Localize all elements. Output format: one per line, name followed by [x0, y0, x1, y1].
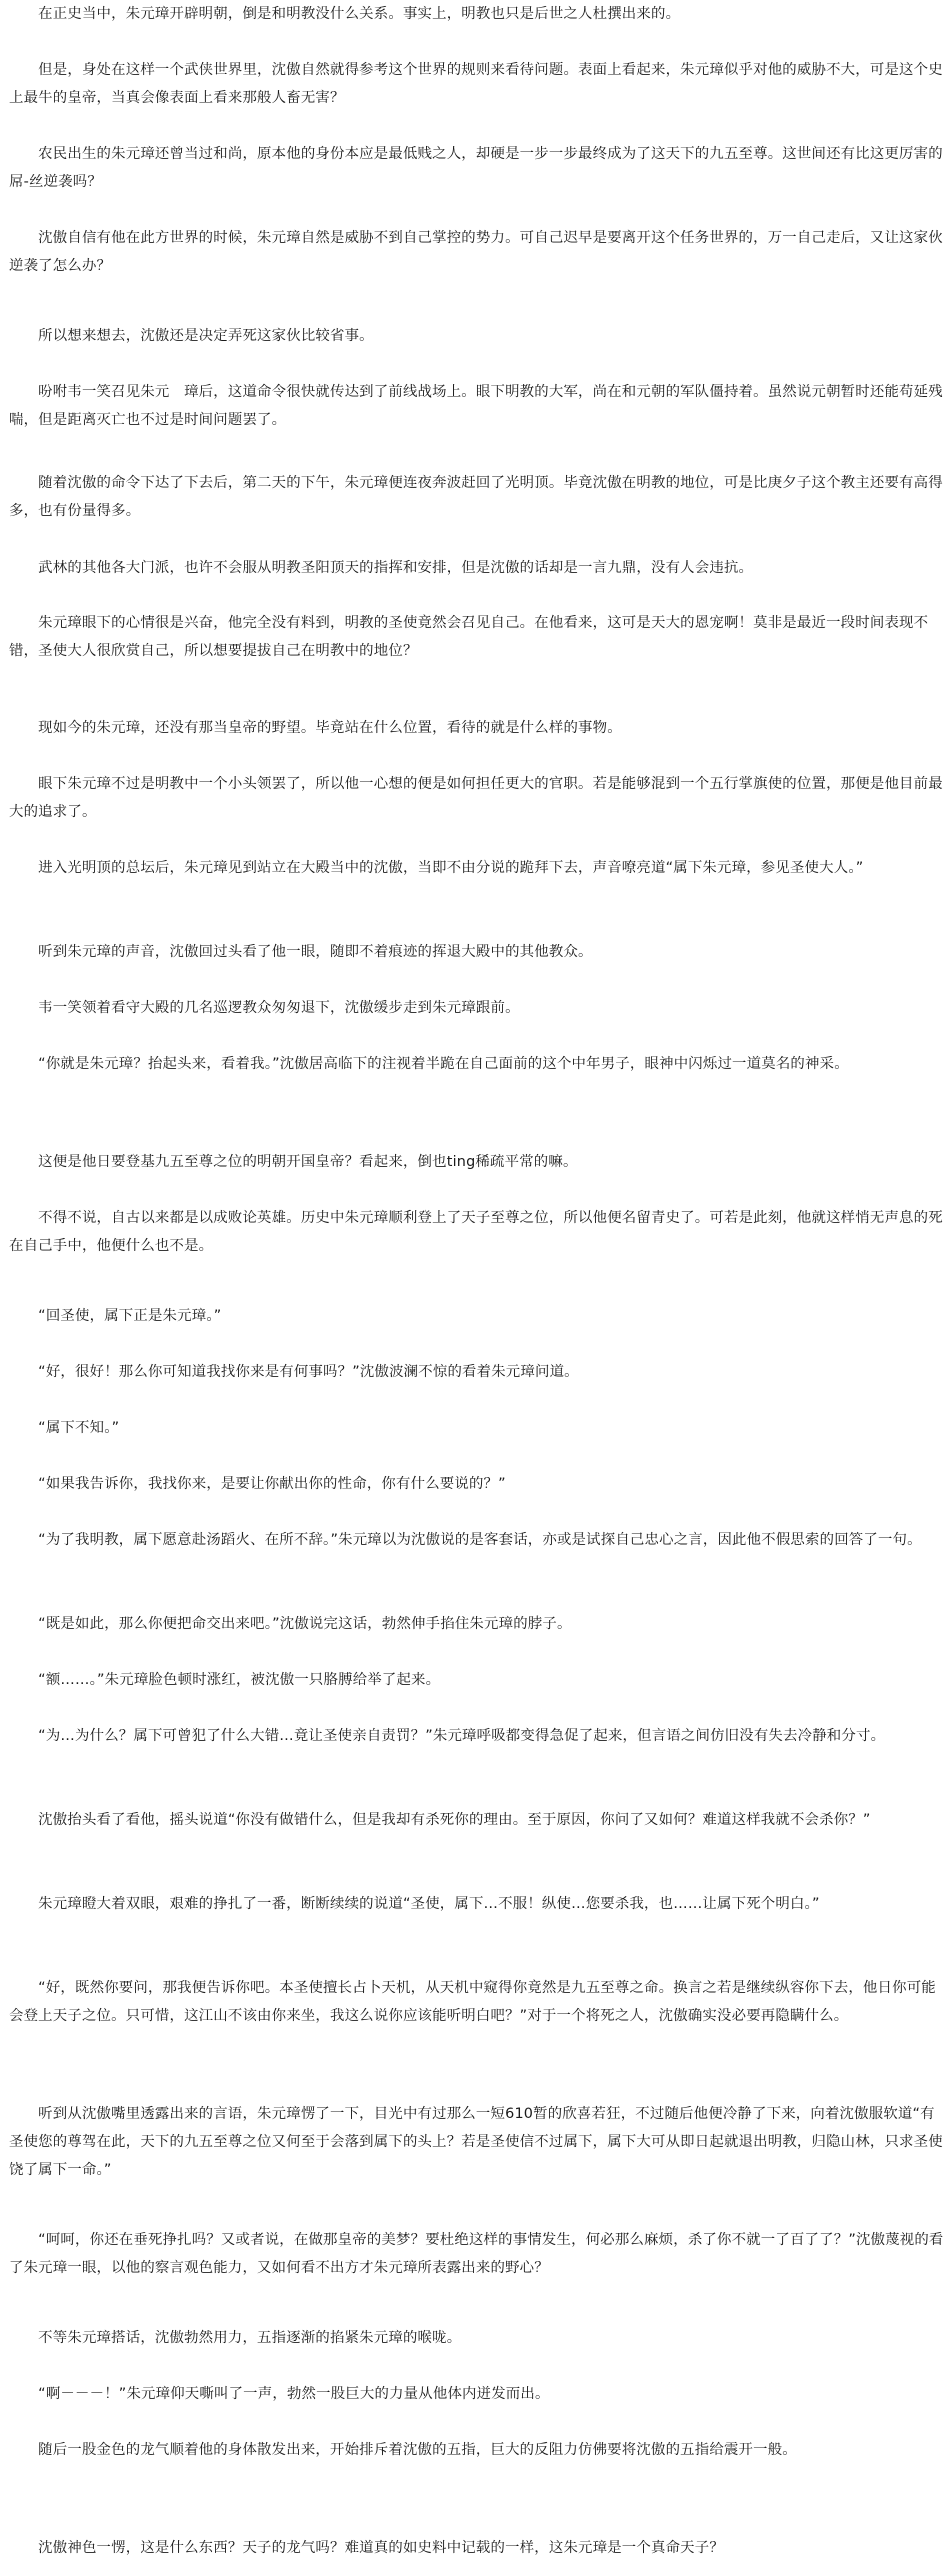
paragraph: 现如今的朱元璋，还没有那当皇帝的野望。毕竟站在什么位置，看待的就是什么样的事物。: [9, 720, 622, 736]
paragraph: 吩咐韦一笑召见朱元 璋后，这道命令很快就传达到了前线战场上。眼下明教的大军，尚在和元朝的军队僵持着。虽然说元朝暂时还能苟延残喘，但是距离灭亡也不过是时间问题罢了。: [9, 384, 943, 428]
paragraph: 听到从沈傲嘴里透露出来的言语，朱元璋愣了一下，目光中有过那么一短610暂的欣喜若狂，不过随后他便冷静了下来，向着沈傲服软道“有圣使您的尊驾在此，天下的九五至尊之位又何至于会落到属下的头上？若是圣使信不过属下，属下大可从即日起就退出明教，归隐山林，只求圣使饶了属下一命。”: [9, 2106, 943, 2178]
paragraph: 随着沈傲的命令下达了下去后，第二天的下午，朱元璋便连夜奔波赶回了光明顶。毕竟沈傲在明教的地位，可是比庚夕子这个教主还要有高得多，也有份量得多。: [9, 475, 943, 519]
paragraph: “为了我明教，属下愿意赴汤蹈火、在所不辞。”朱元璋以为沈傲说的是客套话，亦或是试探自己忠心之言，因此他不假思索的回答了一句。: [9, 1532, 922, 1548]
paragraph: “额……。”朱元璋脸色顿时涨红，被沈傲一只胳膊给举了起来。: [9, 1672, 441, 1688]
paragraph: 这便是他日要登基九五至尊之位的明朝开国皇帝？看起来，倒也ting稀疏平常的嘛。: [9, 1154, 578, 1170]
paragraph: 随后一股金色的龙气顺着他的身体散发出来，开始排斥着沈傲的五指，巨大的反阻力仿佛要将沈傲的五指给震开一般。: [9, 2442, 797, 2458]
paragraph: 沈傲自信有他在此方世界的时候，朱元璋自然是威胁不到自己掌控的势力。可自己迟早是要离开这个任务世界的，万一自己走后，又让这家伙逆袭了怎么办？: [9, 230, 943, 274]
paragraph: 农民出生的朱元璋还曾当过和尚，原本他的身份本应是最低贱之人，却硬是一步一步最终成为了这天下的九五至尊。这世间还有比这更厉害的屌-丝逆袭吗？: [9, 146, 943, 190]
paragraph: 沈傲神色一愣，这是什么东西？天子的龙气吗？难道真的如史料中记载的一样，这朱元璋是一个真命天子？: [9, 2540, 724, 2556]
paragraph: 但是，身处在这样一个武侠世界里，沈傲自然就得参考这个世界的规则来看待问题。表面上看起来，朱元璋似乎对他的威胁不大，可是这个史上最牛的皇帝，当真会像表面上看来那般人畜无害？: [9, 62, 943, 106]
paragraph: “啊－－－！”朱元璋仰天嘶叫了一声，勃然一股巨大的力量从他体内迸发而出。: [9, 2386, 550, 2402]
paragraph: 武林的其他各大门派，也许不会服从明教圣阳顶天的指挥和安排，但是沈傲的话却是一言九鼎，没有人会违抗。: [9, 560, 754, 576]
paragraph: “属下不知。”: [9, 1420, 120, 1436]
paragraph: 所以想来想去，沈傲还是决定弄死这家伙比较省事。: [9, 328, 374, 344]
paragraph: 朱元璋眼下的心情很是兴奋，他完全没有料到，明教的圣使竟然会召见自己。在他看来，这可是天大的恩宠啊！莫非是最近一段时间表现不错，圣使大人很欣赏自己，所以想要提拔自己在明教中的地位？: [9, 615, 929, 659]
paragraph: “呵呵，你还在垂死挣扎吗？又或者说，在做那皇帝的美梦？要杜绝这样的事情发生，何必那么麻烦，杀了你不就一了百了了？”沈傲蔑视的看了朱元璋一眼，以他的察言观色能力，又如何看不出方才朱元璋所表露出来的野心？: [9, 2232, 944, 2276]
paragraph: “如果我告诉你，我找你来，是要让你献出你的性命，你有什么要说的？”: [9, 1476, 506, 1492]
paragraph: 韦一笑领着看守大殿的几名巡逻教众匆匆退下，沈傲缓步走到朱元璋跟前。: [9, 1000, 520, 1016]
paragraph: 在正史当中，朱元璋开辟明朝，倒是和明教没什么关系。事实上，明教也只是后世之人杜撰出来的。: [9, 6, 681, 22]
paragraph: “好，很好！那么你可知道我找你来是有何事吗？”沈傲波澜不惊的看着朱元璋问道。: [9, 1364, 579, 1380]
paragraph: 眼下朱元璋不过是明教中一个小头领罢了，所以他一心想的便是如何担任更大的官职。若是能够混到一个五行掌旗使的位置，那便是他目前最大的追求了。: [9, 776, 943, 820]
paragraph: “为…为什么？属下可曾犯了什么大错…竟让圣使亲自责罚？”朱元璋呼吸都变得急促了起来，但言语之间仿旧没有失去冷静和分寸。: [9, 1728, 886, 1744]
paragraph: “好，既然你要问，那我便告诉你吧。本圣使擅长占卜天机，从天机中窥得你竟然是九五至尊之命。换言之若是继续纵容你下去，他日你可能会登上天子之位。只可惜，这江山不该由你来坐，我这么说你应该能听明白吧？”对于一个将死之人，沈傲确实没必要再隐瞒什么。: [9, 1980, 936, 2024]
paragraph: 进入光明顶的总坛后，朱元璋见到站立在大殿当中的沈傲，当即不由分说的跪拜下去，声音嘹亮道“属下朱元璋，参见圣使大人。”: [9, 860, 864, 876]
paragraph: 沈傲抬头看了看他，摇头说道“你没有做错什么，但是我却有杀死你的理由。至于原因，你问了又如何？难道这样我就不会杀你？”: [9, 1812, 871, 1828]
paragraph: 听到朱元璋的声音，沈傲回过头看了他一眼，随即不着痕迹的挥退大殿中的其他教众。: [9, 944, 593, 960]
paragraph: 不等朱元璋搭话，沈傲勃然用力，五指逐渐的掐紧朱元璋的喉咙。: [9, 2330, 462, 2346]
paragraph: “既是如此，那么你便把命交出来吧。”沈傲说完这话，勃然伸手掐住朱元璋的脖子。: [9, 1616, 572, 1632]
paragraph: 不得不说，自古以来都是以成败论英雄。历史中朱元璋顺利登上了天子至尊之位，所以他便名留青史了。可若是此刻，他就这样悄无声息的死在自己手中，他便什么也不是。: [9, 1210, 943, 1254]
paragraph: “回圣使，属下正是朱元璋。”: [9, 1308, 222, 1324]
paragraph: 朱元璋瞪大着双眼，艰难的挣扎了一番，断断续续的说道“圣使，属下…不服！纵使…您要杀我，也……让属下死个明白。”: [9, 1896, 820, 1912]
paragraph: “你就是朱元璋？抬起头来，看着我。”沈傲居高临下的注视着半跪在自己面前的这个中年男子，眼神中闪烁过一道莫名的神采。: [9, 1056, 849, 1072]
